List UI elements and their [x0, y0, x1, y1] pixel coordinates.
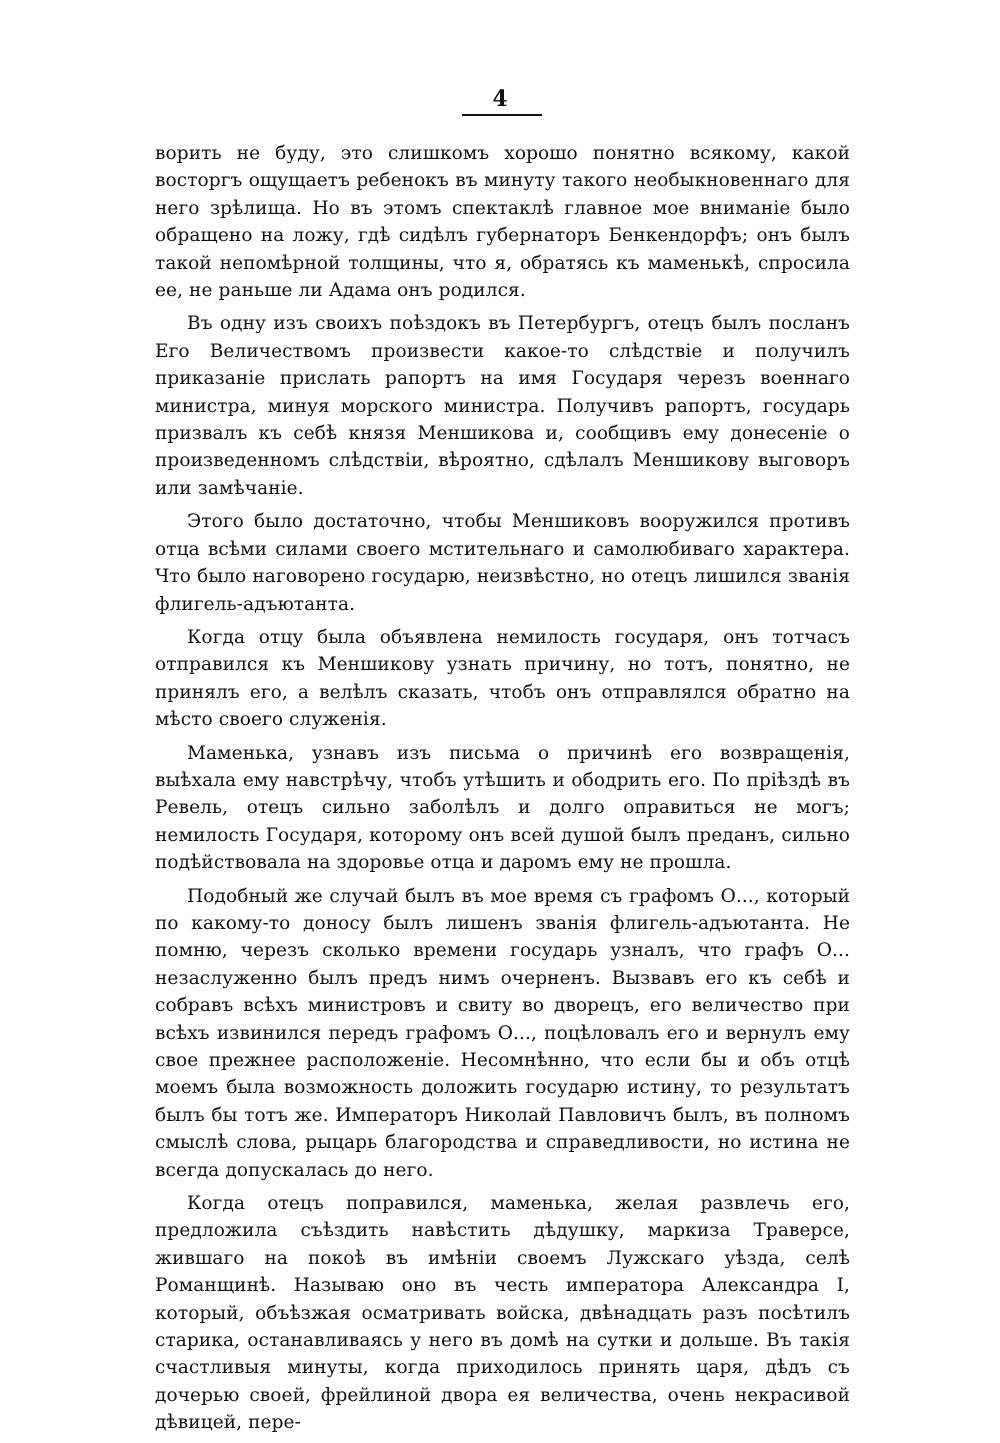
paragraph: Этого было достаточно, чтобы Меншиковъ вооружился противъ отца всѣми силами своего мстительнаго и самолюбиваго характера. Что было наговорено государю, неизвѣстно, но отецъ лишился званія флигель-адъютанта.	[155, 511, 850, 615]
body-text	[155, 140, 850, 1443]
page-number: 4	[492, 86, 508, 112]
paragraph: Когда отецъ поправился, маменька, желая развлечь его, предложила съѣздить навѣстить дѣдушку, маркиза Траверсе, жившаго на покоѣ въ имѣніи своемъ Лужскаго уѣзда, селѣ Романщинѣ. Называю оно въ честь императора Александра I, который, объѣзжая осматривать войска, двѣнадцать разъ посѣтилъ старика, останавливаясь у него въ домѣ на сутки и дольше. Въ такія счастливыя минуты, когда приходилось принять царя, дѣдъ съ дочерью своей, фрейлиной двора ея величества, очень некрасивой дѣвицей, пере-	[155, 1193, 850, 1434]
paragraph: Въ одну изъ своихъ поѣздокъ въ Петербургъ, отецъ былъ посланъ Его Величествомъ произвести какое-то слѣдствіе и получилъ приказаніе прислать рапортъ на имя Государя черезъ военнаго министра, минуя морского министра. Получивъ рапортъ, государь призвалъ къ себѣ князя Меншикова и, сообщивъ ему донесеніе о произведенномъ слѣдствіи, вѣроятно, сдѣлалъ Меншикову выговоръ или замѣчаніе.	[155, 313, 850, 499]
paragraph: Подобный же случай былъ въ мое время съ графомъ О..., который по какому-то доносу былъ лишенъ званія флигель-адъютанта. Не помню, черезъ сколько времени государь узналъ, что графъ О... незаслуженно былъ предъ нимъ очерненъ. Вызвавъ его къ себѣ и собравъ всѣхъ министровъ и свиту во дворецъ, его величество при всѣхъ извинился передъ графомъ О..., поцѣловалъ его и вернулъ ему свое прежнее расположеніе. Несомнѣнно, что если бы и объ отцѣ моемъ была возможность доложить государю истину, то результатъ былъ бы тотъ же. Императоръ Николай Павловичъ былъ, въ полномъ смыслѣ слова, рыцарь благородства и справедливости, но истина не всегда допускалась до него.	[155, 885, 850, 1181]
paragraph-continued: ворить не буду, это слишкомъ хорошо понятно всякому, какой восторгъ ощущаетъ ребенокъ въ минуту такого необыкновеннаго для него зрѣлища. Но въ этомъ спектаклѣ главное мое вниманіе было обращено на ложу, гдѣ сидѣлъ губернаторъ Бенкендорфъ; онъ былъ такой непомѣрной толщины, что я, обратясь къ маменькѣ, спросила ее, не раньше ли Адама онъ родился.	[155, 143, 850, 302]
paragraph: Когда отцу была объявлена немилость государя, онъ тотчасъ отправился къ Меншикову узнать причину, но тотъ, понятно, не принялъ его, а велѣлъ сказать, чтобъ онъ отправлялся обратно на мѣсто своего служенія.	[155, 626, 850, 731]
paragraph: Маменька, узнавъ изъ письма о причинѣ его возвращенія, выѣхала ему навстрѣчу, чтобъ утѣшить и ободрить его. По пріѣздѣ въ Ревель, отецъ сильно заболѣлъ и долго оправиться не могъ; немилость Государя, которому онъ всей душой былъ преданъ, сильно подѣйствовала на здоровье отца и даромъ ему не прошла.	[155, 742, 850, 874]
page-number-rule	[462, 114, 542, 116]
